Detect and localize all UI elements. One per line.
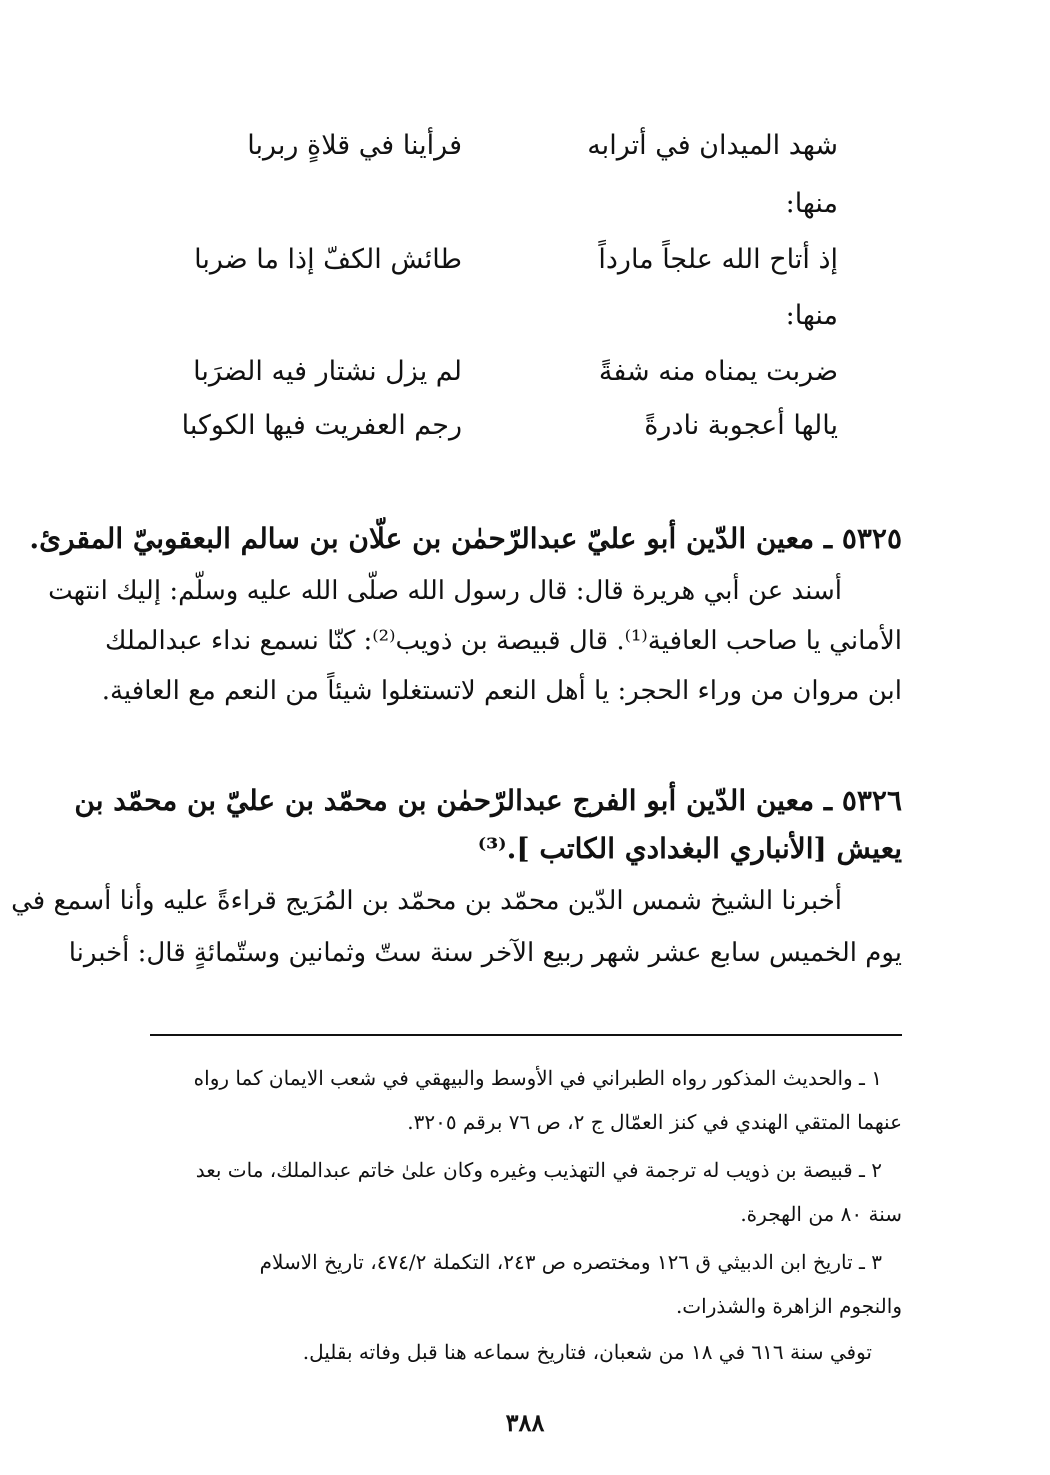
footnote-line: ٣ ـ تاريخ ابن الدبيثي ق ١٢٦ ومختصره ص ٢٤٣، التكملة ٤٧٤/٢، تاريخ الاسلام — [259, 1250, 882, 1274]
footnote-separator — [150, 1034, 902, 1036]
footnote-line: عنهما المتقي الهندي في كنز العمّال ج ٢، ص ٧٦ برقم ٣٢٠٥. — [407, 1110, 902, 1134]
poem-line-4-right: يالها أعجوبة نادرةً — [644, 410, 838, 441]
entry-heading: ٥٣٢٥ ـ معين الدّين أبو عليّ عبدالرّحمٰن بن علّان بن سالم البعقوبيّ المقرئ. — [29, 522, 902, 555]
footnote-line: ١ ـ والحديث المذكور رواه الطبراني في الأوسط والبيهقي في شعب الايمان كما رواه — [193, 1066, 882, 1090]
footnote-line: والنجوم الزاهرة والشذرات. — [675, 1294, 902, 1318]
footnote-line: توفي سنة ٦١٦ في ١٨ من شعبان، فتاريخ سماعه هنا قبل وفاته بقليل. — [302, 1340, 872, 1364]
poem-line-3-left: لم يزل نشتار فيه الضرَبا — [193, 356, 462, 387]
poem-line-3-right: ضربت يمناه منه شفةً — [598, 356, 838, 387]
entry-heading: ٥٣٢٦ ـ معين الدّين أبو الفرج عبدالرّحمٰن بن محمّد بن عليّ بن محمّد بن — [74, 784, 902, 817]
entry-body-line: ابن مروان من وراء الحجر: يا أهل النعم لاتستغلوا شيئاً من النعم مع العافية. — [101, 676, 902, 706]
poem-section-label: منها: — [785, 300, 838, 331]
poem-line-2-left: طائش الكفّ إذا ما ضربا — [194, 244, 462, 275]
entry-body-line: الأماني يا صاحب العافية⁽¹⁾. قال قبيصة بن ذويب⁽²⁾: كنّا نسمع نداء عبدالملك — [104, 626, 902, 656]
poem-section-label: منها: — [785, 188, 838, 219]
page-number: ٣٨٨ — [505, 1408, 545, 1437]
entry-body-line: أخبرنا الشيخ شمس الدّين محمّد بن محمّد بن المُرَيج قراءةً عليه وأنا أسمع في — [11, 886, 842, 916]
entry-heading-continued: يعيش [الأنباري البغدادي الكاتب ].⁽³⁾ — [477, 832, 902, 865]
poem-line-1-right: شهد الميدان في أترابه — [587, 130, 838, 161]
poem-line-2-right: إذ أتاح الله علجاً مارداً — [598, 244, 838, 275]
footnote-line: سنة ٨٠ من الهجرة. — [740, 1202, 902, 1226]
footnote-line: ٢ ـ قبيصة بن ذويب له ترجمة في التهذيب وغيره وكان علىٰ خاتم عبدالملك، مات بعد — [195, 1158, 882, 1182]
poem-line-1-left: فرأينا في قلاةٍ ربربا — [247, 130, 462, 161]
entry-body-line: يوم الخميس سابع عشر شهر ربيع الآخر سنة ستّ وثمانين وستّمائةٍ قال: أخبرنا — [68, 938, 902, 968]
entry-body-line: أسند عن أبي هريرة قال: قال رسول الله صلّى الله عليه وسلّم: إليك انتهت — [48, 576, 842, 606]
poem-line-4-left: رجم العفريت فيها الكوكبا — [181, 410, 462, 441]
